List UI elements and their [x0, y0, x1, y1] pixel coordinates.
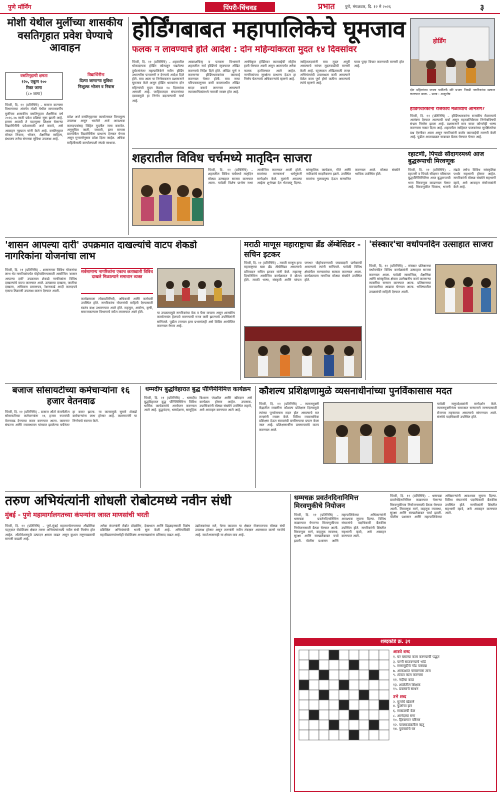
across-list — [393, 655, 495, 692]
grid-cell[interactable] — [369, 680, 379, 690]
grid-cell[interactable] — [349, 680, 359, 690]
church-photo-graphic — [133, 169, 204, 226]
photo-sanskar — [435, 264, 497, 314]
hoarding-col-5: यावर पुन्हा विचार करण्याची मागणी होत आहे. — [354, 60, 404, 69]
grid-cell[interactable] — [349, 700, 359, 710]
grid-cell[interactable] — [359, 650, 369, 660]
grid-cell[interactable] — [339, 670, 349, 680]
grid-block — [379, 700, 389, 710]
article-bajaj — [5, 386, 137, 488]
grid-block — [319, 670, 329, 680]
grid-cell[interactable] — [379, 670, 389, 680]
grid-cell[interactable] — [369, 650, 379, 660]
grid-cell[interactable] — [339, 660, 349, 670]
mothers-day-body: पिंपरी, दि. ११ (प्रतिनिधि) – शहरातील विविध चर्चमध्ये मातृदिन मोठ्या उत्साहात साजरा करण्यात आला. यावेळी विशेष प्रार्थना सभा आयोजित करण्यात आली होती. मातांच्या सन्मानार्थ धर्मगुरूंनी मार्गदर्शन केले. मुलांनी आपल्या आईला शुभेच्छा देत भेटवस्तू दिल्या. सांस्कृतिक कार्यक्रम, गीते आणि नाटिकांचे सादरीकरण झाले. उपस्थित मातांना गुलाबपुष्प देऊन सन्मानित करण्यात आले. मोठ्या संख्येने भाविक उपस्थित होते. — [208, 168, 400, 185]
divider — [255, 386, 256, 488]
grid-cell[interactable] — [339, 720, 349, 730]
skill-body-1: पिंपरी, दि. ११ (प्रतिनिधि) – व्यसनमुक्ती केंद्रातील व्यक्तींना कौशल्य प्रशिक्षण दिल्यामुळे त्यांच्या पुनर्वसनास मदत होत असल्याचे मत तज्ज्ञांनी व्यक्त केले. विविध व्यावसायिक प्रशिक्षण देऊन स्वावलंबी बनविण्याचा प्रयत्न केला जात आहे. प्रशिक्षणार्थींना प्रमाणपत्रांचे वाटप करण्यात आले. — [259, 402, 319, 432]
headline-hostel: मोशी येथील मुलींच्या शासकीय वसतिगृहात प्रवेश घेण्याचे आवाहन — [7, 17, 123, 54]
clue-item: ८. आनंदाचा सण — [393, 713, 416, 718]
grid-cell[interactable] — [309, 670, 319, 680]
govt-body-2: कार्यक्रमाला लोकप्रतिनिधी, अधिकारी आणि कर्मचारी उपस्थित होते. नागरिकांना योजनांची माहिती देण्यासाठी स्वतंत्र कक्ष उभारण्यात आले होते. महसूल, आरोग्य, कृषी, समाजकल्याण विभागाचे स्टॉल लावण्यात आले होते. — [81, 297, 153, 314]
grid-cell[interactable] — [309, 690, 319, 700]
grid-cell[interactable] — [329, 710, 339, 720]
grid-cell[interactable] — [299, 690, 309, 700]
grid-cell[interactable] — [319, 720, 329, 730]
govt-pull-quote: सर्वसामान्य नागरिकांना एकाच छताखाली विविध दाखले मिळाल्याने समाधान व्यक्त — [81, 268, 153, 294]
grid-cell[interactable] — [369, 700, 379, 710]
subhead-hoarding: फलक न लावण्याचे होते आदेश : दोन महिन्यांकरता मुदत १४ दिवसांवर — [132, 45, 357, 55]
grid-cell[interactable] — [369, 710, 379, 720]
headline-buddha-procession: रहाटणी, पिंपळे सौदागरमध्ये आज बुद्धरूपाची मिरवणूक — [408, 151, 484, 166]
divider — [128, 17, 129, 235]
filler-body: पिंपरी, दि. ११ (प्रतिनिधि) – धम्मचक्र प्रवर्तनदिनानिमित्त काढण्यात येणाऱ्या मिरवणुकीच्या नियोजनासाठी बैठक घेण्यात आली. मिरवणूक मार्ग, वाहतूक व्यवस्था, सुरक्षा आणि स्वच्छतेबाबत चर्चा झाली. पोलीस प्रशासन आणि महापालिकेच्या अधिकाऱ्यांनी आवश्यक सूचना दिल्या. विविध संघटनांचे पदाधिकारी बैठकीस उपस्थित होते. नागरिकांनी शिस्तीत सहभागी व्हावे, असे आवाहन करण्यात आले. — [390, 494, 497, 520]
dhammadeep-body: पिंपरी, दि. ११ (प्रतिनिधि) – धम्मदीप बुद्धविहारात बुद्ध पौर्णिमेनिमित्त विविध धार्मिक कार्यक्रमांचे आयोजन करण्यात आले आहे. बुद्धवंदना, धम्मदेशना, सामूहिक त्रिशरण पंचशील आणि खीरदान असे कार्यक्रम होणार आहेत. उपासक-उपासिकांनी मोठ्या संख्येने उपस्थित राहावे, असे आवाहन करण्यात आले आहे. — [144, 395, 252, 413]
divider — [240, 240, 241, 380]
down-title: उभे शब्द — [393, 693, 407, 699]
down-list — [393, 700, 495, 732]
sanskar-photo-graphic — [436, 265, 497, 314]
box-right-title: विद्यार्थिनींना — [87, 72, 105, 77]
clue-item: १. घर बसल्या काम करण्याची पद्धत — [393, 655, 440, 659]
grid-cell[interactable] — [329, 670, 339, 680]
grid-cell[interactable] — [359, 680, 369, 690]
clue-item: ३. पाणी साठवण्याचे भांडे — [393, 659, 426, 664]
headline-mothers-day: शहरातील विविध चर्चमध्ये मातृदिन साजरा — [132, 151, 312, 165]
box-left-title: वसतिगृहाची क्षमता — [20, 73, 48, 78]
subhead-robotics: मुंबई - पुणे महामार्गालगतच्या कंपन्यांना जास्त माणसांची भरती — [5, 511, 149, 519]
article-brand-ambassador — [244, 240, 362, 380]
divider — [365, 240, 366, 380]
felicitation-photo-graphic — [245, 327, 362, 378]
grid-cell[interactable] — [299, 720, 309, 730]
grid-block — [309, 660, 319, 670]
clue-item: ६. सकाळची वेळ — [393, 708, 416, 713]
hoarding-col-1: पिंपरी, दि. ११ (प्रतिनिधि) – शहरातील धोकादायक होर्डिंग कोसळून घडलेल्या दुर्घटनांनंतर महापालिकेने नवीन होर्डिंग उभारणीस परवानगी न देण्याचे आदेश दिले होते. मात्र आता या निर्णयावरून प्रशासनाने घूमजाव केले असून होर्डिंग धारकांना दोन महिन्यांची मुदत केवळ १४ दिवसांवर आणली आहे. जाहिरातदार संघटनांच्या दबावामुळे हा निर्णय बदलल्याची चर्चा आहे. — [132, 60, 184, 103]
grid-block — [349, 710, 359, 720]
grid-cell[interactable] — [359, 710, 369, 720]
hoarding-col-4: जाहिरातदारांनी मात्र मुदत अपुरी असल्याचे सांगत मुदतवाढीची मागणी केली आहे. स्ट्रक्चरल ऑडिटसाठी तज्ज्ञ अभियंत्यांची उपलब्धता कमी असल्याने वेळेत काम पूर्ण होणे कठीण असल्याचे त्यांचे म्हणणे आहे. — [300, 60, 350, 86]
clue-item: ७. आकाशात चमकणारा तारा — [393, 668, 431, 673]
header-bar — [0, 0, 500, 14]
hostel-body-1: पिंपरी, दि. ११ (प्रतिनिधि) – समाज कल्याण विभागाच्या अंतर्गत मोशी येथील मागासवर्गीय मुलींच्या शासकीय वसतिगृहात शैक्षणिक वर्ष २०२६-२७ साठी प्रवेश प्रक्रिया सुरू झाली आहे. इयत्ता आठवी ते पदव्युत्तर शिक्षण घेणाऱ्या विद्यार्थिनींनी प्रवेशासाठी अर्ज करावे, असे आवाहन गृहपाल यांनी केले आहे. वसतिगृहात मोफत निवास, भोजन, शैक्षणिक साहित्य, ग्रंथालय तसेच संगणक सुविधा उपलब्ध आहे. — [5, 103, 63, 142]
grid-cell[interactable] — [319, 700, 329, 710]
headline-govt-scheme: 'शासन आपल्या दारी' उपक्रमात दाखल्यांचे वाटप शेकडो नागरिकांना योजनांचा लाभ — [5, 240, 197, 262]
grid-cell[interactable] — [319, 710, 329, 720]
divider — [132, 148, 497, 149]
sidebar-body: पिंपरी, दि. ११ (प्रतिनिधि) – होर्डिंगधारकांना राजकीय मेळाव्याचे आमंत्रण देण्यात आल्याची चर्चा असून महापालिकेच्या निर्णयाविषयी संभ्रम निर्माण झाला आहे. प्रशासनाने मात्र यावर कोणतेही भाष्य करण्यास नकार दिला आहे. शहरातील जाहिरात फलकांच्या सुरक्षिततेचा प्रश्न ऐरणीवर आला असून नागरिकांनी कठोर कारवाईची मागणी केली आहे. पुढील आठवड्यात याबाबत बैठक घेण्यात येणार आहे. — [410, 113, 496, 139]
grid-cell[interactable] — [359, 720, 369, 730]
skill-body-2: यावेळी समुपदेशकांनी मार्गदर्शन केले. व्यसनमुक्तीनंतर समाजात सन्मानाने जगण्यासाठी रोजगार महत्त्वाचा असल्याचे सांगण्यात आले. संस्थेचे पदाधिकारी उपस्थित होते. — [437, 402, 497, 419]
grid-cell[interactable] — [339, 710, 349, 720]
grid-cell[interactable] — [299, 670, 309, 680]
grid-cell[interactable] — [349, 720, 359, 730]
grid-cell[interactable] — [349, 690, 359, 700]
hostel-box-right — [67, 72, 125, 112]
grid-cell[interactable] — [379, 650, 389, 660]
article-dhammachakra — [294, 494, 386, 634]
box-left-sub2: (८० जागा) — [26, 91, 42, 96]
grid-block — [329, 650, 339, 660]
headline-bajaj: बजाज सोसायटीच्या कर्मचाऱ्यांना १६ हजार वेतनवाढ — [12, 386, 130, 407]
grid-cell[interactable] — [299, 710, 309, 720]
skill-photo-graphic — [324, 403, 433, 464]
grid-cell[interactable] — [299, 660, 309, 670]
grid-cell[interactable] — [379, 660, 389, 670]
box-left-sub: रिक्त जागा — [26, 85, 42, 90]
headline-dhammachakra: धम्मचक्र प्रवर्तनदिनानिमित्त मिरवणुकीचे नियोजन — [294, 494, 359, 511]
divider — [5, 383, 497, 384]
hoarding-col-3: अनधिकृत होर्डिंगवर कारवाईची मोहीम हाती घेण्यात आली असून आतापर्यंत अनेक फलक हटविण्यात आले आहेत. नागरिकांच्या सुरक्षेला प्राधान्य देऊन हा निर्णय घेतल्याचे अधिकाऱ्यांचे म्हणणे आहे. — [244, 60, 296, 82]
divider — [140, 386, 141, 488]
clue-item: ४. फुलांचा हार — [393, 704, 412, 709]
brand-ambassador-body: पिंपरी, दि. ११ (प्रतिनिधि) – मराठी माणूस हाच महाराष्ट्राचा खरा ब्रँड ॲम्बेसिडर असल्याचे प्रतिपादन सचिन इटकर यांनी केले. महाराष्ट्र दिनानिमित्त आयोजित कार्यक्रमात ते बोलत होते. मराठी भाषा, संस्कृती आणि परंपरा जगभर पोहोचवण्याची जबाबदारी प्रत्येकाची असल्याचे त्यांनी सांगितले. यावेळी विविध क्षेत्रांतील मान्यवरांचा सत्कार करण्यात आला. कार्यक्रमाला नागरिक मोठ्या संख्येने उपस्थित होते. — [244, 261, 362, 283]
grid-cell[interactable] — [319, 730, 329, 740]
grid-cell[interactable] — [299, 700, 309, 710]
grid-cell[interactable] — [309, 720, 319, 730]
grid-cell[interactable] — [329, 690, 339, 700]
grid-block — [299, 680, 309, 690]
clue-item: ९. शेतात काम करणारा — [393, 673, 423, 678]
sanskar-body: पिंपरी, दि. ११ (प्रतिनिधि) – संस्कार प्रतिष्ठानचा वर्धापनदिन विविध कार्यक्रमांनी उत्साहात साजरा करण्यात आला. यावेळी सामाजिक, शैक्षणिक आणि सांस्कृतिक क्षेत्रात उल्लेखनीय कार्य करणाऱ्या व्यक्तींचा सन्मान करण्यात आला. प्रतिष्ठानच्या वाटचालीचा आढावा घेण्यात आला. भविष्यातील उपक्रमांची माहिती देण्यात आली. — [369, 264, 431, 294]
grid-cell[interactable] — [339, 690, 349, 700]
grid-cell[interactable] — [329, 680, 339, 690]
grid-block — [339, 680, 349, 690]
hostel-body-2: प्रवेश अर्ज वसतिगृहाच्या कार्यालयात विनामूल्य उपलब्ध असून भरलेले अर्ज आवश्यक कागदपत्रांसह विहित मुदतीत जमा करावेत. अनुसूचित जाती, जमाती, इतर मागास प्रवर्गातील विद्यार्थिनींना प्राधान्य देण्यात येणार असून गुणवत्तेनुसार प्रवेश दिला जाईल. अधिक माहितीसाठी कार्यालयाशी संपर्क साधावा. — [67, 115, 125, 145]
clue-item: ५. सणासुदीचे गोड पक्वान्न — [393, 664, 427, 669]
masthead-logo: प्रभात — [318, 2, 335, 11]
robotics-body-3: उद्योजकांच्या मते, येत्या काळात या क्षेत्रात रोजगाराच्या मोठ्या संधी उपलब्ध होणार असून तरुणांनी नवीन तंत्रज्ञान आत्मसात करणे गरजेचे आहे. स्टार्टअप्सनाही या क्षेत्रात वाव आहे. — [195, 524, 285, 537]
page-number: ३ — [480, 3, 485, 12]
hostel-box-left — [5, 72, 63, 100]
left-section-label: पुणे मॉर्निंग — [8, 4, 32, 11]
headline-brand-ambassador: मराठी माणूस महाराष्ट्राचा ब्रँड ॲम्बेसिडर - सचिन इटकर — [244, 240, 361, 259]
grid-cell[interactable] — [309, 650, 319, 660]
grid-cell[interactable] — [379, 720, 389, 730]
divider — [290, 494, 291, 792]
article-govt-scheme — [5, 240, 237, 380]
grid-cell[interactable] — [319, 660, 329, 670]
hoarding-col-2: आकाशचिन्ह व परवाना विभागाने शहरातील सर्व होर्डिंगचे स्ट्रक्चरल ऑडिट करण्याचे निर्देश दिले होते. ऑडिट पूर्ण न करणाऱ्या होर्डिंगधारकांवर कारवाई करण्यात येणार होती. मात्र नव्या परिपत्रकानुसार कमी कालावधीत ऑडिट सादर करावे लागणार असल्याने व्यावसायिकांमध्ये नाराजी व्यक्त होत आहे. — [188, 60, 240, 95]
grid-block — [329, 720, 339, 730]
clue-item: २. मुलांचे खेळणे — [393, 699, 415, 704]
govt-body-1: पिंपरी, दि. ११ (प्रतिनिधि) – शासनाच्या विविध योजनांचा लाभ थेट नागरिकांपर्यंत पोहोचविण्यासाठी आयोजित 'शासन आपल्या दारी' उपक्रमात शेकडो नागरिकांना विविध दाखल्यांचे वाटप करण्यात आले. उत्पन्नाचा दाखला, जातीचा दाखला, अधिवास प्रमाणपत्र, रेशनकार्ड आदी कागदपत्रे एकाच ठिकाणी उपलब्ध करून देण्यात आली. — [5, 268, 77, 294]
grid-cell[interactable] — [369, 660, 379, 670]
grid-cell[interactable] — [379, 710, 389, 720]
article-sanskar — [369, 240, 497, 380]
grid-cell[interactable] — [309, 700, 319, 710]
photo-caption-top: दोन महिलांच्या जनता पार्टीतर्फे मोरे प्रभाग निवडी नागरिकांचा सत्कार करण्यात आला. – छाया : आशुतोष — [410, 88, 495, 97]
grid-cell[interactable] — [359, 700, 369, 710]
grid-block — [349, 660, 359, 670]
headline-dhammadeep: धम्मदीप बुद्धविहारात बुद्ध पौर्णिमेनिमित्त कार्यक्रम — [145, 386, 251, 393]
grid-cell[interactable] — [359, 660, 369, 670]
clue-item: १२. पावसाळ्यातील ऋतू — [393, 722, 425, 727]
crossword-grid[interactable] — [298, 649, 390, 741]
grid-cell[interactable] — [329, 730, 339, 740]
grid-cell[interactable] — [379, 690, 389, 700]
photo-church — [132, 168, 204, 226]
grid-cell[interactable] — [299, 650, 309, 660]
grid-cell[interactable] — [359, 670, 369, 680]
headline-robotics: तरुण अभियंत्यांनी शोधली रोबोटमध्ये नवीन संधी — [5, 494, 232, 509]
headline-hoarding: होर्डिंगबाबत महापालिकेचे घूमजाव — [132, 17, 406, 43]
grid-cell[interactable] — [309, 680, 319, 690]
puzzle-title: शब्दकोडे क्र. ३१ — [295, 639, 496, 646]
grid-block — [319, 690, 329, 700]
grid-cell[interactable] — [349, 670, 359, 680]
headline-sanskar: 'संस्कार'चा वर्धापनदिन उत्साहात साजरा — [369, 240, 493, 250]
robotics-body-2: अनेक कंपन्यांनी रोबोट प्रोग्रामिंग, देखभाल आणि डिझाइनसाठी विशेष प्रशिक्षित अभियंत्यांची भरती सुरू केली आहे. अभियांत्रिकी महाविद्यालयांमध्येही रोबोटिक्स अभ्यासक्रमांना प्रतिसाद वाढत आहे. — [100, 524, 190, 537]
photo-label: होर्डिंग — [433, 38, 446, 45]
box-left-text: १२०, एकूण १०० — [21, 79, 47, 84]
grid-cell[interactable] — [379, 680, 389, 690]
clue-item: १४. पुस्तकांचे घर — [393, 727, 416, 732]
across-clues — [393, 649, 495, 791]
grid-cell[interactable] — [319, 650, 329, 660]
clue-item: १०. हिरवागार परिसर — [393, 718, 421, 723]
article-dhammadeep — [144, 386, 252, 488]
dhammachakra-body: पिंपरी, दि. ११ (प्रतिनिधि) – धम्मचक्र प्रवर्तनदिनानिमित्त काढण्यात येणाऱ्या मिरवणुकीच्या नियोजनासाठी बैठक घेण्यात आली. मिरवणूक मार्ग, वाहतूक व्यवस्था, सुरक्षा आणि स्वच्छतेबाबत चर्चा झाली. पोलीस प्रशासन आणि महापालिकेच्या अधिकाऱ्यांनी आवश्यक सूचना दिल्या. विविध संघटनांचे पदाधिकारी बैठकीस उपस्थित होते. नागरिकांनी शिस्तीत सहभागी व्हावे, असे आवाहन करण्यात आले. — [294, 512, 386, 543]
grid-block — [369, 720, 379, 730]
crossword-puzzle — [294, 638, 497, 792]
grid-cell[interactable] — [359, 730, 369, 740]
photo-hoarding — [410, 18, 495, 86]
grid-cell[interactable] — [339, 730, 349, 740]
grid-block — [339, 700, 349, 710]
grid-cell[interactable] — [379, 730, 389, 740]
govt-body-3: या उपक्रमामुळे नागरिकांचा वेळ व पैसा वाचला असून शासकीय कार्यालयांत हेलपाटे मारण्याची गरज कमी झाल्याचे उपस्थितांनी सांगितले. पुढील टप्प्यात इतर प्रभागांतही असे शिबिर आयोजित करण्यात येणार आहे. — [157, 311, 235, 328]
right-filler-column — [390, 494, 497, 634]
sidebar-invitation — [410, 107, 496, 147]
grid-cell[interactable] — [329, 660, 339, 670]
govt-photo-graphic — [158, 269, 235, 308]
box-right-sub: निःशुल्क भोजन व निवास — [77, 84, 115, 89]
headline-sidebar: होर्डिंगधारकांना राजकीय मेळाव्याचे आमंत्रण? — [410, 107, 485, 112]
box-right-text: दिल्या जाणाऱ्या सुविधा — [79, 78, 113, 83]
article-buddha-procession — [408, 151, 496, 236]
photo-govt-camp — [157, 268, 235, 308]
buddha-procession-body: पिंपरी, दि. ११ (प्रतिनिधि) – रहाटणी व पिंपळे सौदागर परिसरात बुद्धपौर्णिमेनिमित्त आज बुद्धरूपाची भव्य मिरवणूक काढण्यात येणार आहे. मिरवणुकीत चित्ररथ, भजनी मंडळे तसेच विविध सांस्कृतिक पथके सहभागी होणार आहेत. नागरिकांनी मोठ्या संख्येने सहभागी व्हावे, असे आवाहन संयोजकांनी केले आहे. — [408, 167, 496, 189]
bajaj-body: पिंपरी, दि. ११ (प्रतिनिधि) – बजाज ऑटो कंपनीतील सोसायटीच्या कर्मचाऱ्यांना १६ हजार रुपयांची वेतनवाढ देण्याचा करार करण्यात आला. कामगार संघटना आणि व्यवस्थापन यांच्यात झालेल्या चर्चेनंतर हा करार झाला. या करारामुळे सुमारे शेकडो कर्मचाऱ्यांना लाभ होणार आहे. कामगारांनी या निर्णयाचे स्वागत केले. — [5, 410, 137, 427]
clue-item: १३. शाळेतील शिक्षक — [393, 682, 421, 687]
article-mothers-day — [132, 151, 402, 236]
grid-cell[interactable] — [369, 690, 379, 700]
photo-felicitation — [244, 326, 362, 378]
grid-cell[interactable] — [319, 680, 329, 690]
grid-block — [309, 710, 319, 720]
divider — [5, 237, 497, 238]
grid-block — [359, 690, 369, 700]
article-hostel — [5, 17, 125, 235]
grid-cell[interactable] — [369, 730, 379, 740]
grid-cell[interactable] — [339, 650, 349, 660]
photo-skill — [323, 402, 433, 464]
grid-block — [349, 730, 359, 740]
robotics-body-1: पिंपरी, दि. ११ (प्रतिनिधि) – पुणे-मुंबई महामार्गालगतच्या औद्योगिक पट्ट्यात रोबोटिक्स क्षेत्रात तरुण अभियंत्यांसाठी नवीन संधी निर्माण होत आहेत. ऑटोमेशनमुळे उत्पादन क्षमता वाढत असून कुशल मनुष्यबळाची मागणी वाढली आहे. — [5, 524, 95, 541]
clue-item: १५. प्रवासाचे साधन — [393, 687, 419, 692]
article-skill-training — [259, 386, 497, 488]
divider — [5, 491, 497, 492]
grid-cell[interactable] — [299, 730, 309, 740]
article-robotics — [5, 494, 287, 792]
clue-item: ११. नदीचा काठ — [393, 677, 414, 682]
grid-cell[interactable] — [349, 650, 359, 660]
center-section-label: पिंपरी-चिंचवड — [205, 2, 275, 12]
grid-block — [369, 670, 379, 680]
grid-cell[interactable] — [329, 700, 339, 710]
hoarding-photo-graphic — [411, 19, 495, 86]
dateline: पुणे, मंगळवार, दि. १२ मे २०२६ — [345, 4, 391, 9]
across-title: आडवे शब्द — [393, 649, 410, 654]
grid-cell[interactable] — [309, 730, 319, 740]
headline-skill-training: कौशल्य प्रशिक्षणामुळे व्यसनाधीनांच्या पुनर्विकासास मदत — [259, 386, 452, 397]
